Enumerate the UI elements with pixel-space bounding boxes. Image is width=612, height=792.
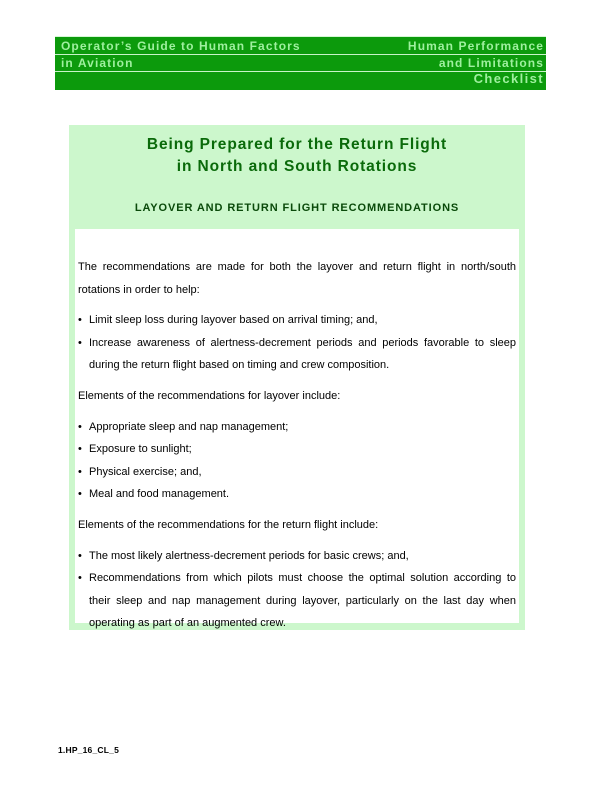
header-divider (55, 71, 546, 72)
bullet-icon: • (78, 443, 82, 456)
document-code: 1.HP_16_CL_5 (58, 745, 119, 755)
list-item (78, 483, 516, 506)
bullet-icon: • (78, 465, 82, 478)
list-item (78, 416, 516, 439)
list-item (78, 332, 516, 377)
list-item-text: Exposure to sunlight; (89, 443, 192, 456)
intro-paragraph: The recommendations are made for both the layover and return flight in north/south rotations in order to help: (78, 261, 516, 296)
list-item (78, 567, 516, 635)
return-flight-list (78, 545, 516, 635)
content-body (78, 256, 516, 643)
list-item-text: Meal and food management. (89, 488, 230, 501)
list-item (78, 545, 516, 568)
return-flight-heading: Elements of the recommendations for the return flight include: (78, 518, 379, 531)
section-title-line1: Human Performance (407, 39, 544, 53)
bullet-icon: • (78, 420, 82, 433)
bullet-icon: • (78, 314, 82, 327)
bullet-icon: • (78, 572, 82, 585)
list-item-text: The most likely alertness-decrement periods for basic crews; and, (89, 549, 409, 562)
bullet-icon: • (78, 488, 82, 501)
list-item (78, 461, 516, 484)
guide-title-line1: Operator’s Guide to Human Factors (61, 39, 301, 53)
list-item (78, 438, 516, 461)
guide-title-line2: in Aviation (61, 56, 134, 70)
section-title-line2: and Limitations (438, 56, 544, 70)
section-subtitle: LAYOVER AND RETURN FLIGHT RECOMMENDATIONS (134, 202, 460, 214)
intro-list (78, 309, 516, 377)
list-item-text: Recommendations from which pilots must choose the optimal solution according to their sleep and nap management during layover, particularly on the last day when operating as part of an augmented crew. (89, 572, 516, 630)
document-type-label: Checklist (473, 71, 544, 86)
list-item (78, 309, 516, 332)
list-item-text: Increase awareness of alertness-decrement periods and periods favorable to sleep during the return flight based on timing and crew composition. (89, 336, 516, 372)
content-box (75, 229, 519, 630)
header-divider (55, 54, 546, 55)
page-title-line1: Being Prepared for the Return Flight (146, 136, 448, 153)
list-item-text: Physical exercise; and, (89, 465, 202, 478)
bullet-icon: • (78, 336, 82, 349)
checklist-panel (69, 125, 525, 630)
layover-heading: Elements of the recommendations for layover include: (78, 389, 341, 402)
list-item-text: Appropriate sleep and nap management; (89, 420, 289, 433)
layover-list (78, 416, 516, 506)
page-title (69, 134, 525, 178)
bullet-icon: • (78, 549, 82, 562)
list-item-text: Limit sleep loss during layover based on arrival timing; and, (89, 314, 378, 327)
page-title-line2: in North and South Rotations (176, 158, 418, 175)
document-header (55, 36, 546, 90)
